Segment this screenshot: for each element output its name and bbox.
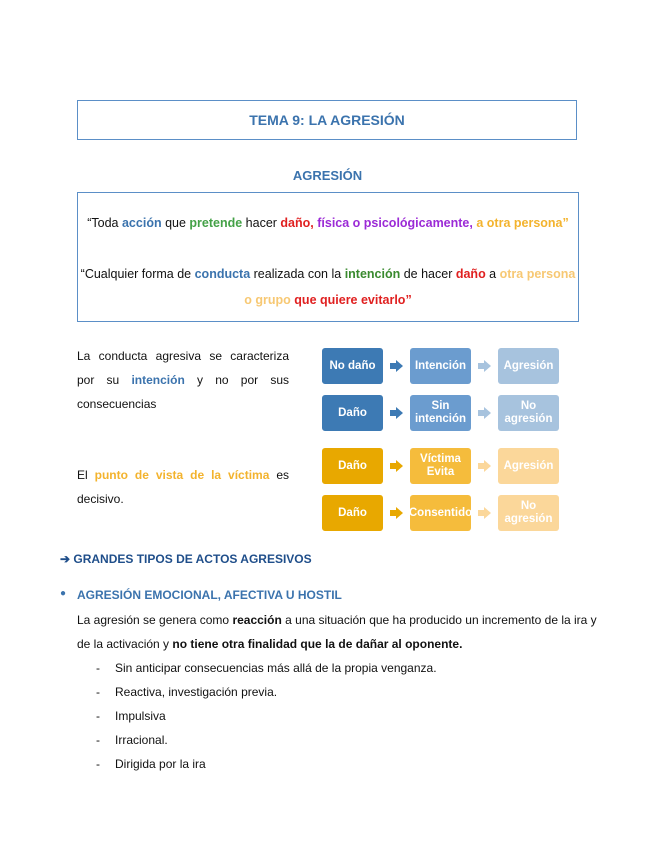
definition-2-line-2: [78, 290, 578, 310]
def1-pretende: pretende: [189, 216, 243, 230]
heading-agresion-emocional: AGRESIÓN EMOCIONAL, AFECTIVA U HOSTIL: [77, 588, 342, 602]
body-reaccion: reacción: [232, 613, 282, 627]
def2-text: realizada con la: [250, 267, 345, 281]
node-row1-col1: No daño: [322, 348, 383, 384]
para2-text: El: [77, 468, 95, 482]
node-row1-col2: Intención: [410, 348, 471, 384]
dash-marker: -: [96, 685, 100, 699]
node-row4-col2: Consentido: [410, 495, 471, 531]
para1-intencion: intención: [131, 373, 185, 387]
para1-text: y no por sus consecuencias: [77, 373, 290, 411]
def1-text: hacer: [242, 216, 281, 230]
list-item: Reactiva, investigación previa.: [115, 685, 278, 699]
def2-conducta: conducta: [194, 267, 251, 281]
def2-text: de hacer: [400, 267, 456, 281]
def2-text: a: [485, 267, 500, 281]
para2-text: es decisivo.: [77, 468, 289, 506]
node-row1-col3: Agresión: [498, 348, 559, 384]
def2-dano: daño: [455, 267, 486, 281]
def1-comma: ,: [469, 216, 473, 230]
dash-marker: -: [96, 661, 100, 675]
dash-marker: -: [96, 709, 100, 723]
body-text: La agresión se genera como: [77, 613, 233, 627]
list-item: Impulsiva: [115, 709, 166, 723]
para1-text: La conducta agresiva se caracteriza por su: [77, 349, 289, 387]
def1-fisica: física o psicológicamente: [317, 216, 470, 230]
def2-close-quote: ”: [405, 293, 412, 307]
definition-1: [78, 213, 578, 233]
node-row2-col3: No agresión: [498, 395, 559, 431]
def1-text: que: [161, 216, 190, 230]
node-row3-col1: Daño: [322, 448, 383, 484]
page-title: TEMA 9: LA AGRESIÓN: [249, 112, 405, 128]
node-row4-col1: Daño: [322, 495, 383, 531]
section-subtitle: AGRESIÓN: [292, 168, 363, 183]
list-item: Sin anticipar consecuencias más allá de la propia venganza.: [115, 661, 437, 675]
node-row2-col1: Daño: [322, 395, 383, 431]
body-no-tiene: no tiene otra finalidad que la de dañar al oponente.: [172, 637, 463, 651]
dash-marker: -: [96, 733, 100, 747]
list-item: Irracional.: [115, 733, 168, 747]
def1-close-quote: ”: [562, 216, 569, 230]
definition-2-line-1: [78, 264, 578, 284]
bullet-icon: ●: [60, 588, 67, 599]
def1-accion: acción: [121, 216, 162, 230]
def1-text: “Toda: [87, 216, 122, 230]
node-row3-col3: Agresión: [498, 448, 559, 484]
paragraph-victima: [77, 463, 289, 511]
node-row4-col3: No agresión: [498, 495, 559, 531]
def2-grupo: o grupo: [244, 293, 291, 307]
def1-otra: a otra persona: [476, 216, 563, 230]
body-line-2: [77, 637, 462, 651]
def2-quiere: que quiere evitarlo: [294, 293, 406, 307]
definition-box: [77, 192, 579, 322]
body-text: de la activación y: [77, 637, 173, 651]
def2-otra: otra persona: [499, 267, 576, 281]
node-row3-col2: Víctima Evita: [410, 448, 471, 484]
heading-grandes-tipos: ➔ GRANDES TIPOS DE ACTOS AGRESIVOS: [60, 552, 312, 566]
body-text: a una situación que ha producido un incremento de la ira y: [281, 613, 597, 627]
body-line-1: [77, 613, 597, 627]
list-item: Dirigida por la ira: [115, 757, 206, 771]
def1-dano: daño,: [280, 216, 314, 230]
title-box: [77, 100, 577, 140]
paragraph-conducta: [77, 344, 289, 416]
dash-marker: -: [96, 757, 100, 771]
para2-punto: punto de vista de la víctima: [94, 468, 270, 482]
node-row2-col2: Sin intención: [410, 395, 471, 431]
def2-text: “Cualquier forma de: [80, 267, 195, 281]
def2-intencion: intención: [344, 267, 401, 281]
